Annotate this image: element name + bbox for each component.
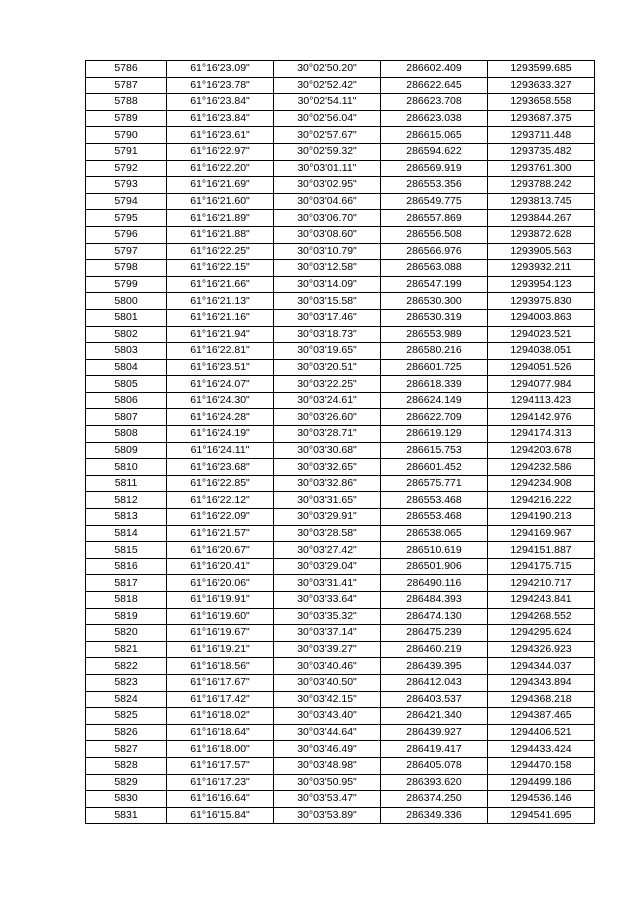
point-number-cell: 5789 — [86, 110, 167, 127]
x-coordinate-cell: 286374.250 — [381, 791, 488, 808]
table-row — [86, 608, 595, 625]
table-row — [86, 160, 595, 177]
longitude-cell: 30°03'35.32" — [274, 608, 381, 625]
coordinates-table — [85, 60, 595, 824]
latitude-cell: 61°16'23.84" — [167, 110, 274, 127]
longitude-cell: 30°03'04.66" — [274, 193, 381, 210]
x-coordinate-cell: 286594.622 — [381, 143, 488, 160]
x-coordinate-cell: 286553.468 — [381, 509, 488, 526]
latitude-cell: 61°16'21.13" — [167, 293, 274, 310]
longitude-cell: 30°03'28.71" — [274, 426, 381, 443]
y-coordinate-cell: 1294169.967 — [488, 525, 595, 542]
table-row — [86, 459, 595, 476]
y-coordinate-cell: 1294470.158 — [488, 757, 595, 774]
x-coordinate-cell: 286619.129 — [381, 426, 488, 443]
point-number-cell: 5790 — [86, 127, 167, 144]
longitude-cell: 30°03'29.91" — [274, 509, 381, 526]
x-coordinate-cell: 286349.336 — [381, 807, 488, 824]
x-coordinate-cell: 286460.219 — [381, 641, 488, 658]
x-coordinate-cell: 286439.927 — [381, 724, 488, 741]
latitude-cell: 61°16'23.61" — [167, 127, 274, 144]
longitude-cell: 30°03'43.40" — [274, 708, 381, 725]
latitude-cell: 61°16'21.66" — [167, 276, 274, 293]
y-coordinate-cell: 1293872.628 — [488, 226, 595, 243]
latitude-cell: 61°16'24.07" — [167, 376, 274, 393]
y-coordinate-cell: 1294234.908 — [488, 475, 595, 492]
longitude-cell: 30°03'31.41" — [274, 575, 381, 592]
x-coordinate-cell: 286393.620 — [381, 774, 488, 791]
x-coordinate-cell: 286601.452 — [381, 459, 488, 476]
latitude-cell: 61°16'22.81" — [167, 343, 274, 360]
x-coordinate-cell: 286563.088 — [381, 260, 488, 277]
y-coordinate-cell: 1294541.695 — [488, 807, 595, 824]
table-row — [86, 509, 595, 526]
table-row — [86, 409, 595, 426]
x-coordinate-cell: 286475.239 — [381, 625, 488, 642]
x-coordinate-cell: 286530.319 — [381, 309, 488, 326]
longitude-cell: 30°03'37.14" — [274, 625, 381, 642]
point-number-cell: 5804 — [86, 359, 167, 376]
longitude-cell: 30°03'42.15" — [274, 691, 381, 708]
table-row — [86, 143, 595, 160]
point-number-cell: 5793 — [86, 177, 167, 194]
table-row — [86, 525, 595, 542]
point-number-cell: 5814 — [86, 525, 167, 542]
point-number-cell: 5799 — [86, 276, 167, 293]
y-coordinate-cell: 1293954.123 — [488, 276, 595, 293]
point-number-cell: 5816 — [86, 558, 167, 575]
table-row — [86, 741, 595, 758]
y-coordinate-cell: 1293633.327 — [488, 77, 595, 94]
longitude-cell: 30°03'12.58" — [274, 260, 381, 277]
longitude-cell: 30°03'17.46" — [274, 309, 381, 326]
y-coordinate-cell: 1293844.267 — [488, 210, 595, 227]
x-coordinate-cell: 286601.725 — [381, 359, 488, 376]
y-coordinate-cell: 1294113.423 — [488, 392, 595, 409]
latitude-cell: 61°16'18.02" — [167, 708, 274, 725]
point-number-cell: 5788 — [86, 94, 167, 111]
x-coordinate-cell: 286484.393 — [381, 592, 488, 609]
latitude-cell: 61°16'18.64" — [167, 724, 274, 741]
y-coordinate-cell: 1294268.552 — [488, 608, 595, 625]
latitude-cell: 61°16'22.20" — [167, 160, 274, 177]
point-number-cell: 5821 — [86, 641, 167, 658]
table-row — [86, 177, 595, 194]
latitude-cell: 61°16'23.78" — [167, 77, 274, 94]
table-row — [86, 110, 595, 127]
point-number-cell: 5807 — [86, 409, 167, 426]
table-row — [86, 658, 595, 675]
longitude-cell: 30°03'26.60" — [274, 409, 381, 426]
latitude-cell: 61°16'21.89" — [167, 210, 274, 227]
latitude-cell: 61°16'21.60" — [167, 193, 274, 210]
point-number-cell: 5813 — [86, 509, 167, 526]
x-coordinate-cell: 286419.417 — [381, 741, 488, 758]
latitude-cell: 61°16'23.84" — [167, 94, 274, 111]
y-coordinate-cell: 1294190.213 — [488, 509, 595, 526]
longitude-cell: 30°03'30.68" — [274, 442, 381, 459]
longitude-cell: 30°03'22.25" — [274, 376, 381, 393]
latitude-cell: 61°16'21.57" — [167, 525, 274, 542]
point-number-cell: 5796 — [86, 226, 167, 243]
longitude-cell: 30°03'01.11" — [274, 160, 381, 177]
point-number-cell: 5822 — [86, 658, 167, 675]
x-coordinate-cell: 286549.775 — [381, 193, 488, 210]
latitude-cell: 61°16'19.67" — [167, 625, 274, 642]
latitude-cell: 61°16'22.25" — [167, 243, 274, 260]
latitude-cell: 61°16'16.64" — [167, 791, 274, 808]
y-coordinate-cell: 1294174.313 — [488, 426, 595, 443]
y-coordinate-cell: 1294433.424 — [488, 741, 595, 758]
y-coordinate-cell: 1294344.037 — [488, 658, 595, 675]
y-coordinate-cell: 1293687.375 — [488, 110, 595, 127]
longitude-cell: 30°03'50.95" — [274, 774, 381, 791]
y-coordinate-cell: 1294499.186 — [488, 774, 595, 791]
x-coordinate-cell: 286501.906 — [381, 558, 488, 575]
y-coordinate-cell: 1293735.482 — [488, 143, 595, 160]
longitude-cell: 30°03'27.42" — [274, 542, 381, 559]
y-coordinate-cell: 1294151.887 — [488, 542, 595, 559]
longitude-cell: 30°03'53.89" — [274, 807, 381, 824]
table-row — [86, 757, 595, 774]
table-row — [86, 558, 595, 575]
point-number-cell: 5812 — [86, 492, 167, 509]
x-coordinate-cell: 286623.708 — [381, 94, 488, 111]
table-row — [86, 376, 595, 393]
x-coordinate-cell: 286510.619 — [381, 542, 488, 559]
latitude-cell: 61°16'21.69" — [167, 177, 274, 194]
y-coordinate-cell: 1294038.051 — [488, 343, 595, 360]
longitude-cell: 30°03'08.60" — [274, 226, 381, 243]
latitude-cell: 61°16'22.09" — [167, 509, 274, 526]
latitude-cell: 61°16'17.57" — [167, 757, 274, 774]
y-coordinate-cell: 1294387.465 — [488, 708, 595, 725]
latitude-cell: 61°16'20.41" — [167, 558, 274, 575]
y-coordinate-cell: 1293761.300 — [488, 160, 595, 177]
y-coordinate-cell: 1293905.563 — [488, 243, 595, 260]
latitude-cell: 61°16'19.91" — [167, 592, 274, 609]
longitude-cell: 30°03'02.95" — [274, 177, 381, 194]
longitude-cell: 30°03'29.04" — [274, 558, 381, 575]
point-number-cell: 5787 — [86, 77, 167, 94]
table-row — [86, 309, 595, 326]
x-coordinate-cell: 286474.130 — [381, 608, 488, 625]
point-number-cell: 5817 — [86, 575, 167, 592]
y-coordinate-cell: 1294536.146 — [488, 791, 595, 808]
y-coordinate-cell: 1293932.211 — [488, 260, 595, 277]
x-coordinate-cell: 286618.339 — [381, 376, 488, 393]
latitude-cell: 61°16'22.12" — [167, 492, 274, 509]
y-coordinate-cell: 1294051.526 — [488, 359, 595, 376]
y-coordinate-cell: 1294326.923 — [488, 641, 595, 658]
table-row — [86, 542, 595, 559]
x-coordinate-cell: 286615.065 — [381, 127, 488, 144]
y-coordinate-cell: 1294406.521 — [488, 724, 595, 741]
latitude-cell: 61°16'24.11" — [167, 442, 274, 459]
x-coordinate-cell: 286575.771 — [381, 475, 488, 492]
latitude-cell: 61°16'23.68" — [167, 459, 274, 476]
point-number-cell: 5827 — [86, 741, 167, 758]
longitude-cell: 30°03'40.50" — [274, 674, 381, 691]
latitude-cell: 61°16'21.94" — [167, 326, 274, 343]
point-number-cell: 5810 — [86, 459, 167, 476]
latitude-cell: 61°16'19.21" — [167, 641, 274, 658]
longitude-cell: 30°02'57.67" — [274, 127, 381, 144]
longitude-cell: 30°03'20.51" — [274, 359, 381, 376]
point-number-cell: 5786 — [86, 61, 167, 78]
x-coordinate-cell: 286615.753 — [381, 442, 488, 459]
table-row — [86, 359, 595, 376]
point-number-cell: 5826 — [86, 724, 167, 741]
table-row — [86, 791, 595, 808]
point-number-cell: 5805 — [86, 376, 167, 393]
point-number-cell: 5819 — [86, 608, 167, 625]
longitude-cell: 30°03'40.46" — [274, 658, 381, 675]
latitude-cell: 61°16'22.85" — [167, 475, 274, 492]
latitude-cell: 61°16'15.84" — [167, 807, 274, 824]
table-row — [86, 625, 595, 642]
point-number-cell: 5808 — [86, 426, 167, 443]
x-coordinate-cell: 286421.340 — [381, 708, 488, 725]
latitude-cell: 61°16'18.56" — [167, 658, 274, 675]
point-number-cell: 5820 — [86, 625, 167, 642]
y-coordinate-cell: 1294175.715 — [488, 558, 595, 575]
x-coordinate-cell: 286553.468 — [381, 492, 488, 509]
longitude-cell: 30°03'28.58" — [274, 525, 381, 542]
x-coordinate-cell: 286530.300 — [381, 293, 488, 310]
longitude-cell: 30°03'39.27" — [274, 641, 381, 658]
y-coordinate-cell: 1294210.717 — [488, 575, 595, 592]
latitude-cell: 61°16'21.88" — [167, 226, 274, 243]
x-coordinate-cell: 286569.919 — [381, 160, 488, 177]
x-coordinate-cell: 286557.869 — [381, 210, 488, 227]
latitude-cell: 61°16'17.67" — [167, 674, 274, 691]
table-row — [86, 260, 595, 277]
y-coordinate-cell: 1294142.976 — [488, 409, 595, 426]
longitude-cell: 30°03'44.64" — [274, 724, 381, 741]
point-number-cell: 5803 — [86, 343, 167, 360]
latitude-cell: 61°16'19.60" — [167, 608, 274, 625]
latitude-cell: 61°16'17.42" — [167, 691, 274, 708]
point-number-cell: 5818 — [86, 592, 167, 609]
table-row — [86, 210, 595, 227]
x-coordinate-cell: 286538.065 — [381, 525, 488, 542]
point-number-cell: 5797 — [86, 243, 167, 260]
x-coordinate-cell: 286547.199 — [381, 276, 488, 293]
point-number-cell: 5791 — [86, 143, 167, 160]
longitude-cell: 30°03'06.70" — [274, 210, 381, 227]
longitude-cell: 30°03'31.65" — [274, 492, 381, 509]
point-number-cell: 5828 — [86, 757, 167, 774]
longitude-cell: 30°03'19.65" — [274, 343, 381, 360]
point-number-cell: 5829 — [86, 774, 167, 791]
table-row — [86, 61, 595, 78]
longitude-cell: 30°03'32.65" — [274, 459, 381, 476]
table-row — [86, 708, 595, 725]
y-coordinate-cell: 1294232.586 — [488, 459, 595, 476]
y-coordinate-cell: 1294295.624 — [488, 625, 595, 642]
table-row — [86, 193, 595, 210]
latitude-cell: 61°16'17.23" — [167, 774, 274, 791]
latitude-cell: 61°16'24.28" — [167, 409, 274, 426]
table-row — [86, 575, 595, 592]
x-coordinate-cell: 286556.508 — [381, 226, 488, 243]
x-coordinate-cell: 286602.409 — [381, 61, 488, 78]
y-coordinate-cell: 1294077.984 — [488, 376, 595, 393]
latitude-cell: 61°16'23.51" — [167, 359, 274, 376]
latitude-cell: 61°16'24.19" — [167, 426, 274, 443]
point-number-cell: 5811 — [86, 475, 167, 492]
longitude-cell: 30°03'33.64" — [274, 592, 381, 609]
table-row — [86, 243, 595, 260]
latitude-cell: 61°16'20.67" — [167, 542, 274, 559]
x-coordinate-cell: 286412.043 — [381, 674, 488, 691]
y-coordinate-cell: 1293975.830 — [488, 293, 595, 310]
table-row — [86, 492, 595, 509]
longitude-cell: 30°02'52.42" — [274, 77, 381, 94]
table-row — [86, 641, 595, 658]
table-row — [86, 293, 595, 310]
x-coordinate-cell: 286623.038 — [381, 110, 488, 127]
x-coordinate-cell: 286622.709 — [381, 409, 488, 426]
point-number-cell: 5823 — [86, 674, 167, 691]
longitude-cell: 30°02'54.11" — [274, 94, 381, 111]
x-coordinate-cell: 286622.645 — [381, 77, 488, 94]
longitude-cell: 30°03'14.09" — [274, 276, 381, 293]
table-row — [86, 426, 595, 443]
x-coordinate-cell: 286405.078 — [381, 757, 488, 774]
point-number-cell: 5806 — [86, 392, 167, 409]
latitude-cell: 61°16'22.97" — [167, 143, 274, 160]
latitude-cell: 61°16'18.00" — [167, 741, 274, 758]
point-number-cell: 5792 — [86, 160, 167, 177]
longitude-cell: 30°02'59.32" — [274, 143, 381, 160]
table-row — [86, 77, 595, 94]
x-coordinate-cell: 286490.116 — [381, 575, 488, 592]
y-coordinate-cell: 1293788.242 — [488, 177, 595, 194]
x-coordinate-cell: 286624.149 — [381, 392, 488, 409]
y-coordinate-cell: 1294003.863 — [488, 309, 595, 326]
latitude-cell: 61°16'22.15" — [167, 260, 274, 277]
x-coordinate-cell: 286566.976 — [381, 243, 488, 260]
longitude-cell: 30°03'46.49" — [274, 741, 381, 758]
longitude-cell: 30°03'32.86" — [274, 475, 381, 492]
y-coordinate-cell: 1293813.745 — [488, 193, 595, 210]
x-coordinate-cell: 286553.356 — [381, 177, 488, 194]
table-row — [86, 774, 595, 791]
x-coordinate-cell: 286403.537 — [381, 691, 488, 708]
longitude-cell: 30°03'53.47" — [274, 791, 381, 808]
latitude-cell: 61°16'23.09" — [167, 61, 274, 78]
longitude-cell: 30°03'48.98" — [274, 757, 381, 774]
longitude-cell: 30°03'24.61" — [274, 392, 381, 409]
x-coordinate-cell: 286553.989 — [381, 326, 488, 343]
x-coordinate-cell: 286439.395 — [381, 658, 488, 675]
table-row — [86, 475, 595, 492]
x-coordinate-cell: 286580.216 — [381, 343, 488, 360]
y-coordinate-cell: 1294203.678 — [488, 442, 595, 459]
table-row — [86, 724, 595, 741]
latitude-cell: 61°16'21.16" — [167, 309, 274, 326]
y-coordinate-cell: 1294243.841 — [488, 592, 595, 609]
latitude-cell: 61°16'24.30" — [167, 392, 274, 409]
table-row — [86, 392, 595, 409]
longitude-cell: 30°03'15.58" — [274, 293, 381, 310]
latitude-cell: 61°16'20.06" — [167, 575, 274, 592]
y-coordinate-cell: 1294343.894 — [488, 674, 595, 691]
point-number-cell: 5800 — [86, 293, 167, 310]
table-row — [86, 226, 595, 243]
table-row — [86, 326, 595, 343]
table-row — [86, 442, 595, 459]
point-number-cell: 5809 — [86, 442, 167, 459]
y-coordinate-cell: 1293599.685 — [488, 61, 595, 78]
point-number-cell: 5830 — [86, 791, 167, 808]
point-number-cell: 5794 — [86, 193, 167, 210]
point-number-cell: 5802 — [86, 326, 167, 343]
longitude-cell: 30°03'10.79" — [274, 243, 381, 260]
table-row — [86, 691, 595, 708]
point-number-cell: 5815 — [86, 542, 167, 559]
table-row — [86, 592, 595, 609]
point-number-cell: 5831 — [86, 807, 167, 824]
y-coordinate-cell: 1294023.521 — [488, 326, 595, 343]
point-number-cell: 5801 — [86, 309, 167, 326]
table-row — [86, 343, 595, 360]
longitude-cell: 30°02'50.20" — [274, 61, 381, 78]
table-row — [86, 674, 595, 691]
coordinates-table-body — [86, 61, 595, 824]
table-row — [86, 807, 595, 824]
point-number-cell: 5825 — [86, 708, 167, 725]
longitude-cell: 30°02'56.04" — [274, 110, 381, 127]
y-coordinate-cell: 1293711.448 — [488, 127, 595, 144]
y-coordinate-cell: 1294216.222 — [488, 492, 595, 509]
y-coordinate-cell: 1294368.218 — [488, 691, 595, 708]
point-number-cell: 5824 — [86, 691, 167, 708]
table-row — [86, 94, 595, 111]
table-row — [86, 127, 595, 144]
longitude-cell: 30°03'18.73" — [274, 326, 381, 343]
y-coordinate-cell: 1293658.558 — [488, 94, 595, 111]
point-number-cell: 5798 — [86, 260, 167, 277]
table-row — [86, 276, 595, 293]
point-number-cell: 5795 — [86, 210, 167, 227]
